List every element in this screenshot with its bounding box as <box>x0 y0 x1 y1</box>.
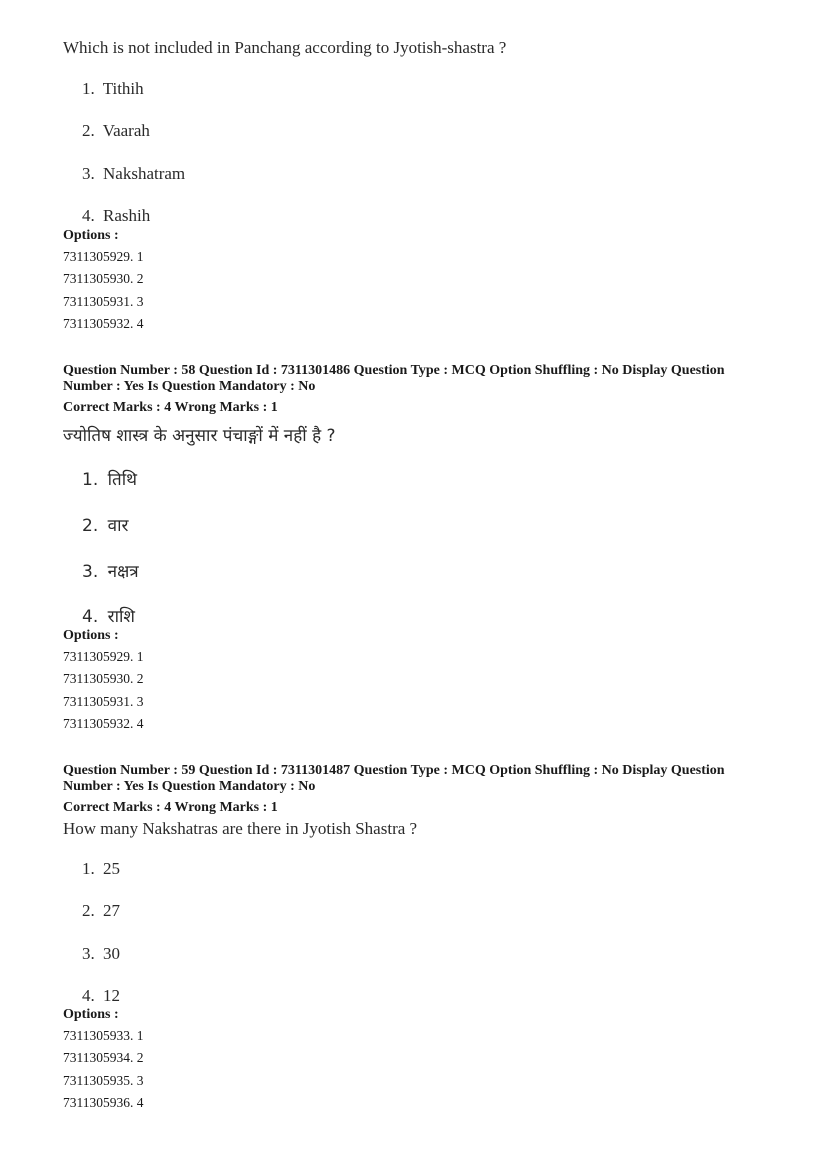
choice-item <box>82 164 185 184</box>
choice-number: 4. <box>82 607 99 627</box>
question-text: ज्योतिष शास्त्र के अनुसार पंचाङ्गों में नहीं है ? <box>63 426 336 446</box>
choice-text: 27 <box>103 901 120 920</box>
option-id: 7311305931. 3 <box>63 694 144 709</box>
choice-item <box>82 206 150 226</box>
marks-line: Correct Marks : 4 Wrong Marks : 1 <box>63 400 278 415</box>
option-id: 7311305930. 2 <box>63 271 144 286</box>
choice-number: 1. <box>82 79 95 98</box>
choice-item <box>82 513 128 536</box>
choice-number: 4. <box>82 986 95 1005</box>
option-id: 7311305931. 3 <box>63 294 144 309</box>
meta-line: Question Number : 58 Question Id : 7311301486 Question Type : MCQ Option Shuffling : No Display Question <box>63 363 725 378</box>
choice-number: 2. <box>82 516 99 536</box>
choice-text: Nakshatram <box>103 164 186 183</box>
options-label: Options : <box>63 228 119 243</box>
choice-item <box>82 901 120 921</box>
choice-number: 4. <box>82 206 95 225</box>
option-id: 7311305932. 4 <box>63 316 144 331</box>
option-id: 7311305935. 3 <box>63 1073 144 1088</box>
choice-item <box>82 944 120 964</box>
option-id: 7311305932. 4 <box>63 716 144 731</box>
choice-item <box>82 121 150 141</box>
option-id: 7311305929. 1 <box>63 649 144 664</box>
choice-number: 3. <box>82 562 99 582</box>
choice-text: 30 <box>103 944 120 963</box>
option-id: 7311305933. 1 <box>63 1028 144 1043</box>
question-text: Which is not included in Panchang according to Jyotish-shastra ? <box>63 38 507 57</box>
choice-number: 3. <box>82 164 95 183</box>
meta-line: Number : Yes Is Question Mandatory : No <box>63 779 316 794</box>
choice-text: Tithih <box>102 79 144 98</box>
choice-item <box>82 604 135 627</box>
choice-text: Vaarah <box>102 121 150 140</box>
choice-number: 1. <box>82 470 99 490</box>
choice-text: नक्षत्र <box>107 562 139 582</box>
choice-number: 3. <box>82 944 95 963</box>
choice-item <box>82 467 137 490</box>
question-meta <box>63 763 725 795</box>
choice-number: 2. <box>82 121 95 140</box>
choice-item <box>82 986 120 1006</box>
meta-line: Question Number : 59 Question Id : 7311301487 Question Type : MCQ Option Shuffling : No Display Question <box>63 763 725 778</box>
question-text: How many Nakshatras are there in Jyotish Shastra ? <box>63 819 418 838</box>
meta-line: Number : Yes Is Question Mandatory : No <box>63 379 316 394</box>
marks-line: Correct Marks : 4 Wrong Marks : 1 <box>63 800 278 815</box>
choice-text: राशि <box>107 607 135 627</box>
choice-item <box>82 79 144 99</box>
options-label: Options : <box>63 1007 119 1022</box>
options-label: Options : <box>63 628 119 643</box>
choice-number: 2. <box>82 901 95 920</box>
choice-text: Rashih <box>103 206 151 225</box>
option-id: 7311305929. 1 <box>63 249 144 264</box>
option-id: 7311305934. 2 <box>63 1050 144 1065</box>
option-id: 7311305936. 4 <box>63 1095 144 1110</box>
choice-number: 1. <box>82 859 95 878</box>
option-id: 7311305930. 2 <box>63 671 144 686</box>
choice-item <box>82 559 139 582</box>
choice-item <box>82 859 120 879</box>
question-meta <box>63 363 725 395</box>
choice-text: 12 <box>103 986 120 1005</box>
choice-text: तिथि <box>107 470 137 490</box>
choice-text: 25 <box>103 859 120 878</box>
choice-text: वार <box>107 516 129 536</box>
